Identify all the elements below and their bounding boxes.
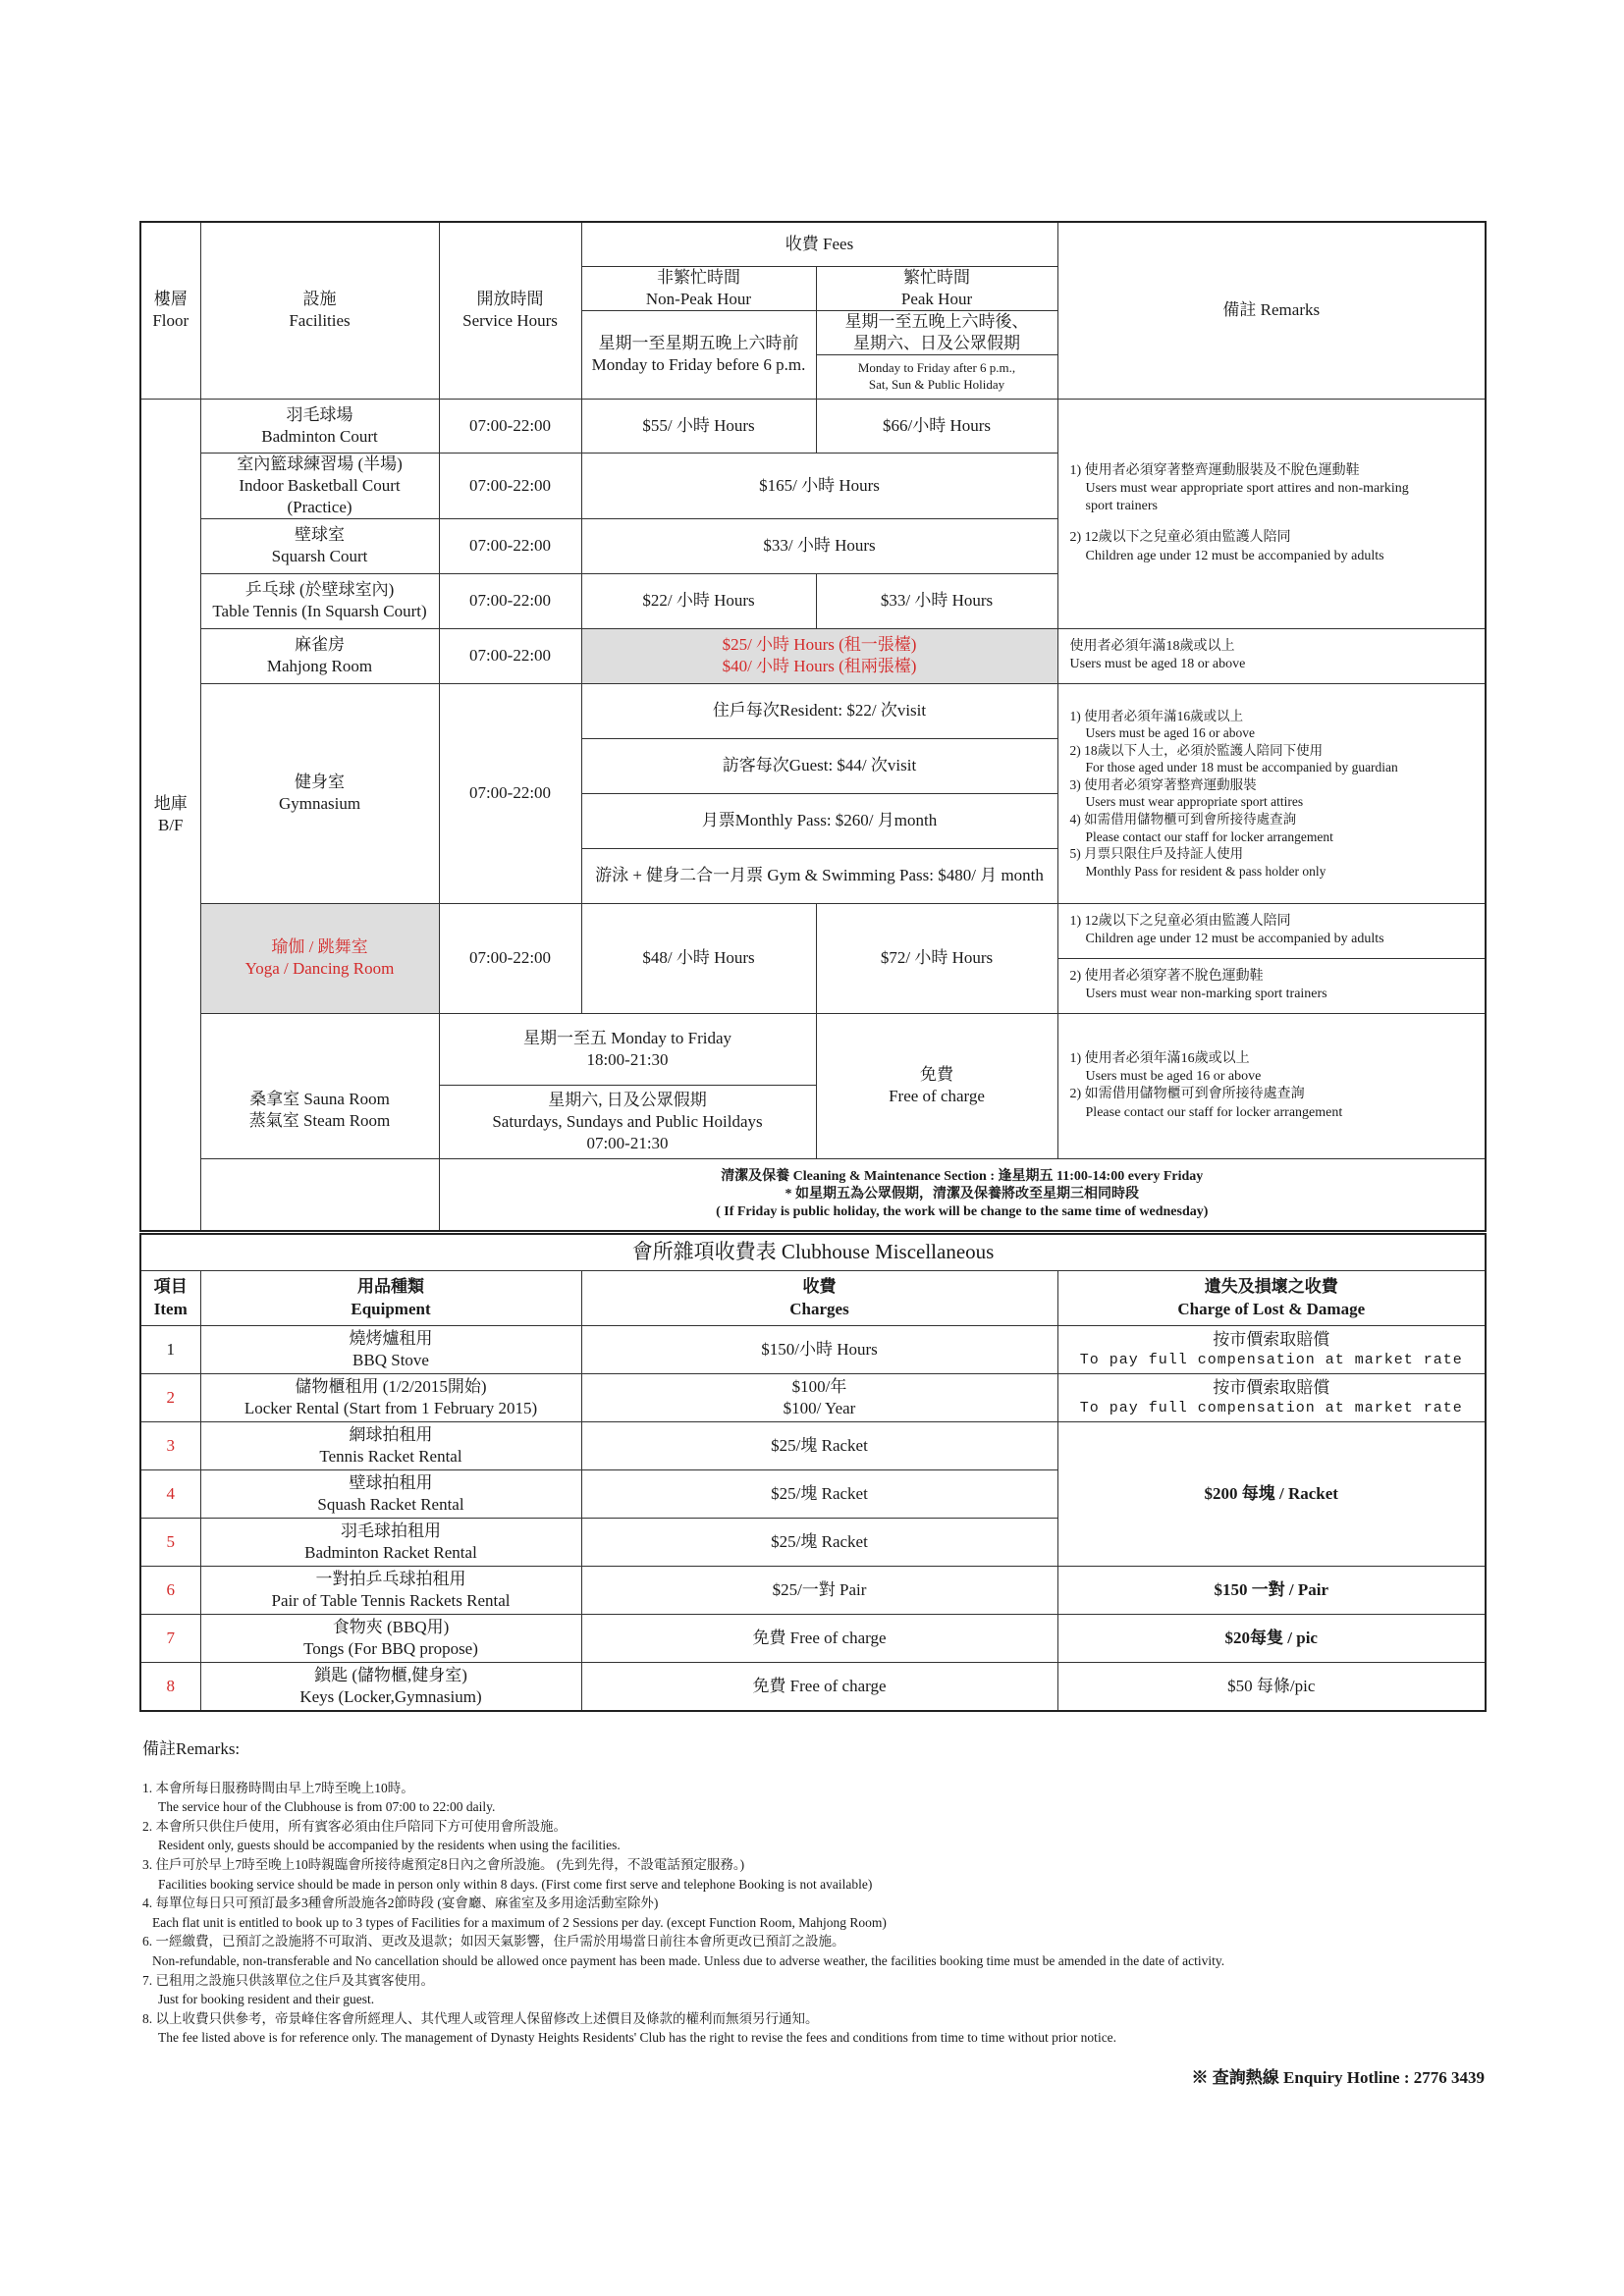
- facility-yoga: 瑜伽 / 跳舞室 Yoga / Dancing Room: [200, 903, 439, 1013]
- misc-equipment: 燒烤爐租用 BBQ Stove: [200, 1326, 581, 1374]
- hours-mahjong: 07:00-22:00: [439, 628, 581, 683]
- remarks-sauna: 1) 使用者必須年滿16歲或以上 Users must be aged 16 or above 2) 如需借用儲物櫃可到會所接待處查詢 Please contact our staff for locker arrangement: [1057, 1013, 1486, 1158]
- header-peak: 繁忙時間 Peak Hour: [816, 266, 1057, 310]
- hours-sauna: 星期一至五 Monday to Friday 18:00-21:30 星期六, 日及公眾假期 Saturdays, Sundays and Public Hoildays 07:00-21:30: [439, 1013, 816, 1158]
- misc-charge: $25/塊 Racket: [581, 1519, 1057, 1567]
- cleaning-schedule: 清潔及保養 Cleaning & Maintenance Section : 逢星期五 11:00-14:00 every Friday * 如星期五為公眾假期，清潔及保養將改至星期三相同時段 ( If Friday is public holiday, the work will be change to the same time of wednesday): [439, 1158, 1486, 1231]
- header-remarks: 備註 Remarks: [1057, 222, 1486, 399]
- misc-equipment: 壁球拍租用 Squash Racket Rental: [200, 1470, 581, 1519]
- misc-equipment: 羽毛球拍租用 Badminton Racket Rental: [200, 1519, 581, 1567]
- misc-charge: $25/塊 Racket: [581, 1422, 1057, 1470]
- misc-equipment: 一對拍乒乓球拍租用 Pair of Table Tennis Rackets Rental: [200, 1567, 581, 1615]
- misc-item-no: 1: [140, 1326, 200, 1374]
- misc-charge: 免費 Free of charge: [581, 1615, 1057, 1663]
- misc-charge: $25/塊 Racket: [581, 1470, 1057, 1519]
- fee-sauna: 免費 Free of charge: [816, 1013, 1057, 1158]
- table-row: [140, 1326, 1486, 1374]
- misc-item-no: 7: [140, 1615, 200, 1663]
- fee-gym-guest: 訪客每次Guest: $44/ 次visit: [581, 738, 1057, 793]
- floor-basement: 地庫 B/F: [140, 399, 200, 1231]
- misc-item-no: 5: [140, 1519, 200, 1567]
- table-row: [140, 1615, 1486, 1663]
- facility-mahjong: 麻雀房 Mahjong Room: [200, 628, 439, 683]
- misc-item-no: 2: [140, 1374, 200, 1422]
- misc-item-no: 3: [140, 1422, 200, 1470]
- table-row: [140, 1567, 1486, 1615]
- misc-charge: $100/年 $100/ Year: [581, 1374, 1057, 1422]
- misc-header-lost-damage: 遺失及損壞之收費 Charge of Lost & Damage: [1057, 1271, 1486, 1326]
- header-fees: 收費 Fees: [581, 222, 1057, 266]
- misc-charge: $25/一對 Pair: [581, 1567, 1057, 1615]
- clubhouse-misc-table: [139, 1233, 1487, 1712]
- misc-lost-charge: 按市價索取賠償 To pay full compensation at market rate: [1057, 1374, 1486, 1422]
- remark-6: 6. 一經繳費，已預訂之設施將不可取消、更改及退款；如因天氣影響，住戶需於用場當日前往本會所更改已預訂之設施。 Non-refundable, non-transferable and No cancellation should be allowed once payment has been made. Unless due to adverse weather, the facilities booking time must be amended in the date of activity.: [142, 1934, 1225, 1968]
- hours-basketball: 07:00-22:00: [439, 453, 581, 518]
- misc-equipment: 網球拍租用 Tennis Racket Rental: [200, 1422, 581, 1470]
- remark-2: 2. 本會所只供住戶使用，所有賓客必須由住戶陪同下方可使用會所設施。 Resident only, guests should be accompanied by the residents when using the facilities.: [142, 1818, 621, 1853]
- remark-1: 1. 本會所每日服務時間由早上7時至晚上10時。 The service hour of the Clubhouse is from 07:00 to 22:00 daily.: [142, 1780, 496, 1815]
- table-row: [140, 1422, 1486, 1470]
- remarks-mahjong: 使用者必須年滿18歲或以上 Users must be aged 18 or above: [1057, 628, 1486, 683]
- fee-gym-resident: 住戶每次Resident: $22/ 次visit: [581, 683, 1057, 738]
- fee-table-tennis-nonpeak: $22/ 小時 Hours: [581, 573, 816, 628]
- table-row: [140, 1374, 1486, 1422]
- misc-racket-lost-charge: $200 每塊 / Racket: [1057, 1422, 1486, 1567]
- hours-table-tennis: 07:00-22:00: [439, 573, 581, 628]
- misc-charge: 免費 Free of charge: [581, 1663, 1057, 1711]
- misc-title: 會所雜項收費表 Clubhouse Miscellaneous: [140, 1234, 1486, 1271]
- remarks-yoga: 1) 12歲以下之兒童必須由監護人陪同 Children age under 12 must be accompanied by adults 2) 使用者必須穿著不脫色運動鞋 Users must wear non-marking sport trainers: [1057, 903, 1486, 1013]
- misc-header-item: 項目 Item: [140, 1271, 200, 1326]
- misc-header-equipment: 用品種類 Equipment: [200, 1271, 581, 1326]
- fee-yoga-nonpeak: $48/ 小時 Hours: [581, 903, 816, 1013]
- misc-item-no: 8: [140, 1663, 200, 1711]
- remarks-sport-courts: 1) 使用者必須穿著整齊運動服裝及不脫色運動鞋 Users must wear appropriate sport attires and non-marking sport trainers 2) 12歲以下之兒童必須由監護人陪同 Children age under 12 must be accompanied by adults: [1057, 399, 1486, 628]
- remarks-gymnasium: 1) 使用者必須年滿16歲或以上 Users must be aged 16 or above 2) 18歲以下人士，必須於監護人陪同下使用 For those aged under 18 must be accompanied by guardian 3) 使用者必須穿著整齊運動服裝 Users must wear appropriate sport attires 4) 如需借用儲物櫃可到會所接待處查詢 Please contact our staff for locker arrangement 5) 月票只限住戶及持証人使用 Monthly Pass for resident & pass holder only: [1057, 683, 1486, 903]
- misc-lost-charge: $20每隻 / pic: [1057, 1615, 1486, 1663]
- fee-mahjong: $25/ 小時 Hours (租一張檯) $40/ 小時 Hours (租兩張檯): [581, 628, 1057, 683]
- header-service-hours: 開放時間 Service Hours: [439, 222, 581, 399]
- header-non-peak: 非繁忙時間 Non-Peak Hour: [581, 266, 816, 310]
- remarks-section: [142, 1739, 1488, 2048]
- remark-7: 7. 已租用之設施只供該單位之住戶及其賓客使用。 Just for booking resident and their guest.: [142, 1972, 434, 2007]
- header-floor: 樓層 Floor: [140, 222, 200, 399]
- misc-equipment: 儲物櫃租用 (1/2/2015開始) Locker Rental (Start from 1 February 2015): [200, 1374, 581, 1422]
- misc-header-charges: 收費 Charges: [581, 1271, 1057, 1326]
- hours-gymnasium: 07:00-22:00: [439, 683, 581, 903]
- facility-table-tennis: 乒乓球 (於壁球室內) Table Tennis (In Squarsh Court): [200, 573, 439, 628]
- header-facilities: 設施 Facilities: [200, 222, 439, 399]
- facility-badminton: 羽毛球場 Badminton Court: [200, 399, 439, 453]
- header-peak-time: 星期一至五晚上六時後、 星期六、日及公眾假期 Monday to Friday after 6 p.m., Sat, Sun & Public Holiday: [816, 310, 1057, 399]
- misc-item-no: 6: [140, 1567, 200, 1615]
- hours-yoga: 07:00-22:00: [439, 903, 581, 1013]
- remark-4: 4. 每單位每日只可預訂最多3種會所設施各2節時段 (宴會廳、麻雀室及多用途活動室除外) Each flat unit is entitled to book up to 3 types of Facilities for a maximum of 2 Sessions per day. (except Function Room, Mahjong Room): [142, 1896, 887, 1930]
- facility-squash: 壁球室 Squarsh Court: [200, 518, 439, 573]
- remarks-heading: 備註Remarks:: [142, 1739, 241, 1758]
- enquiry-hotline: ※ 查詢熱線 Enquiry Hotline : 2776 3439: [1191, 2068, 1485, 2087]
- facility-gymnasium: 健身室 Gymnasium: [200, 683, 439, 903]
- misc-lost-charge: $50 每條/pic: [1057, 1663, 1486, 1711]
- misc-item-no: 4: [140, 1470, 200, 1519]
- facility-basketball: 室內籃球練習場 (半場) Indoor Basketball Court (Practice): [200, 453, 439, 518]
- header-non-peak-time: 星期一至星期五晚上六時前 Monday to Friday before 6 p.m.: [581, 310, 816, 399]
- misc-equipment: 鎖匙 (儲物櫃,健身室) Keys (Locker,Gymnasium): [200, 1663, 581, 1711]
- fee-gym-swim-pass: 游泳 + 健身二合一月票 Gym & Swimming Pass: $480/ 月 month: [581, 848, 1057, 903]
- remark-3: 3. 住戶可於早上7時至晚上10時親臨會所接待處預定8日內之會所設施。 (先到先得，不設電話預定服務。) Facilities booking service should be made in person only within 8 days. (First come first serve and telephone Booking is not available): [142, 1856, 873, 1892]
- misc-lost-charge: 按市價索取賠償 To pay full compensation at market rate: [1057, 1326, 1486, 1374]
- misc-equipment: 食物夾 (BBQ用) Tongs (For BBQ propose): [200, 1615, 581, 1663]
- facility-sauna-steam: 桑拿室 Sauna Room 蒸氣室 Steam Room: [200, 1013, 439, 1158]
- fee-yoga-peak: $72/ 小時 Hours: [816, 903, 1057, 1013]
- misc-lost-charge: $150 一對 / Pair: [1057, 1567, 1486, 1615]
- remark-8: 8. 以上收費只供參考，帝景峰住客會所經理人、其代理人或管理人保留修改上述價目及條款的權利而無須另行通知。 The fee listed above is for reference only. The management of Dynasty Heights Residents' Club has the right to revise the fees and conditions from time to time without prior notice.: [142, 2010, 1117, 2046]
- fee-gym-monthly: 月票Monthly Pass: $260/ 月month: [581, 793, 1057, 848]
- table-row: [140, 1663, 1486, 1711]
- hours-badminton: 07:00-22:00: [439, 399, 581, 453]
- fee-badminton-peak: $66/小時 Hours: [816, 399, 1057, 453]
- fee-squash: $33/ 小時 Hours: [581, 518, 1057, 573]
- misc-charge: $150/小時 Hours: [581, 1326, 1057, 1374]
- fee-basketball: $165/ 小時 Hours: [581, 453, 1057, 518]
- fee-table-tennis-peak: $33/ 小時 Hours: [816, 573, 1057, 628]
- facilities-fee-table: [139, 221, 1487, 1232]
- hours-squash: 07:00-22:00: [439, 518, 581, 573]
- fee-badminton-nonpeak: $55/ 小時 Hours: [581, 399, 816, 453]
